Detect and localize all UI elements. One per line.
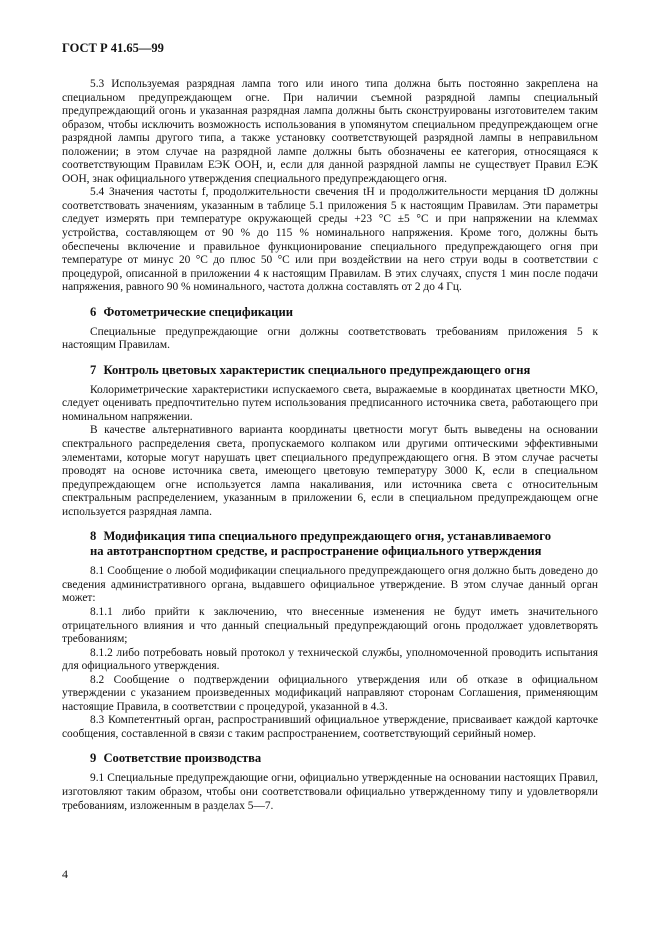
section-heading-6: 6 Фотометрические спецификации <box>90 304 293 319</box>
paragraph-8-2: 8.2 Сообщение о подтверждении официального утверждения или об отказе в официальном утверждении с указанием произведенных модификаций направляют сторонам Соглашения, применяющим настоящие Правила, в соответствии с процедурой, указанной в 4.3. <box>62 673 598 713</box>
section-heading-8: 8 Модификация типа специального предупреждающего огня, устанавливаемого на автотранспортном средстве, и распространение официального утверждения <box>90 529 551 559</box>
document-header: ГОСТ Р 41.65—99 <box>62 41 164 55</box>
paragraph-7-a: Колориметрические характеристики испускаемого света, выражаемые в координатах цветности МКО, следует оценивать предпочтительно путем использования предписанного источника света, работающего при номинальном напряжении. <box>62 383 598 423</box>
document-body <box>62 78 598 813</box>
paragraph-9-1: 9.1 Специальные предупреждающие огни, официально утвержденные на основании настоящих Правил, изготовляют таким образом, чтобы они соответствовали официально утвержденному типу и удовлетворяли требованиям, изложенным в разделах 5—7. <box>62 772 598 812</box>
paragraph-8-3: 8.3 Компетентный орган, распространивший официальное утверждение, присваивает каждой карточке сообщения, составленной в связи с таким распространением, соответствующий серийный номер. <box>62 714 598 740</box>
paragraph-5-4: 5.4 Значения частоты f, продолжительности свечения tH и продолжительности мерцания tD должны соответствовать значениям, указанным в таблице 5.1 приложения 5 к настоящим Правилам. Эти параметры следует измерять при температуре окружающей среды +23 °С ±5 °С и при напряжении на клеммах устройства, составляющем от 90 % до 115 % номинального напряжения. Кроме того, должны быть обеспечены включение и правильное функционирование специального предупреждающего огня при температуре от минус 20 °С до плюс 50 °С или при воздействии на него струи воды в соответствии с процедурой, описанной в приложении 4 к настоящим Правилам. В этих случаях, спустя 1 мин после подачи напряжения, равного 90 % номинального, частота должна составлять от 2 до 4 Гц. <box>62 186 598 294</box>
paragraph-8-1-1: 8.1.1 либо прийти к заключению, что внесенные изменения не будут иметь значительного отрицательного влияния и что данный специальный предупреждающий огонь продолжает удовлетворять требованиям; <box>62 605 598 646</box>
paragraph-7-b: В качестве альтернативного варианта координаты цветности могут быть выведены на основании спектрального распределения света, пропускаемого колпаком или другими оптическими эффективными элементами, которые могут нарушать цвет специального предупреждающего огня. В этом случае расчеты проводят на основе источника света, имеющего цветовую температуру 3000 К, если в специальном предупреждающем огне используется лампа накаливания, или источника света с относительным спектральным распределением, указанным в приложении 6, если в специальном предупреждающем огне используется разрядная лампа. <box>62 424 598 518</box>
paragraph-8-1: 8.1 Сообщение о любой модификации специального предупреждающего огня должно быть доведено до сведения административного органа, выдавшего официальное утверждение. В этом случае данный орган может: <box>62 565 598 605</box>
paragraph-8-1-2: 8.1.2 либо потребовать новый протокол у технической службы, уполномоченной проводить испытания для официального утверждения. <box>62 646 598 673</box>
paragraph-5-3: 5.3 Используемая разрядная лампа того или иного типа должна быть постоянно закреплена на специальном предупреждающем огне. При наличии съемной разрядной лампы специальный предупреждающий огонь и указанная разрядная лампа должны быть сконструированы изготовителем таким образом, чтобы исключить возможность использования в упомянутом специальном предупреждающем огне разрядной лампы другого типа, а также установку соответствующей разрядной лампы в неправильном положении; в этом случае на разрядной лампе должны быть обозначены ее категория, относящаяся к соответствующим Правилам ЕЭК ООН, и, если для данной разрядной лампы не существует Правил ЕЭК ООН, знак официального утверждения специального предупреждающего огня. <box>62 78 598 185</box>
section-heading-7: 7 Контроль цветовых характеристик специального предупреждающего огня <box>90 362 531 377</box>
paragraph-6: Специальные предупреждающие огни должны соответствовать требованиям приложения 5 к настоящим Правилам. <box>62 325 598 352</box>
page-number: 4 <box>62 867 68 881</box>
section-heading-9: 9 Соответствие производства <box>90 751 262 766</box>
